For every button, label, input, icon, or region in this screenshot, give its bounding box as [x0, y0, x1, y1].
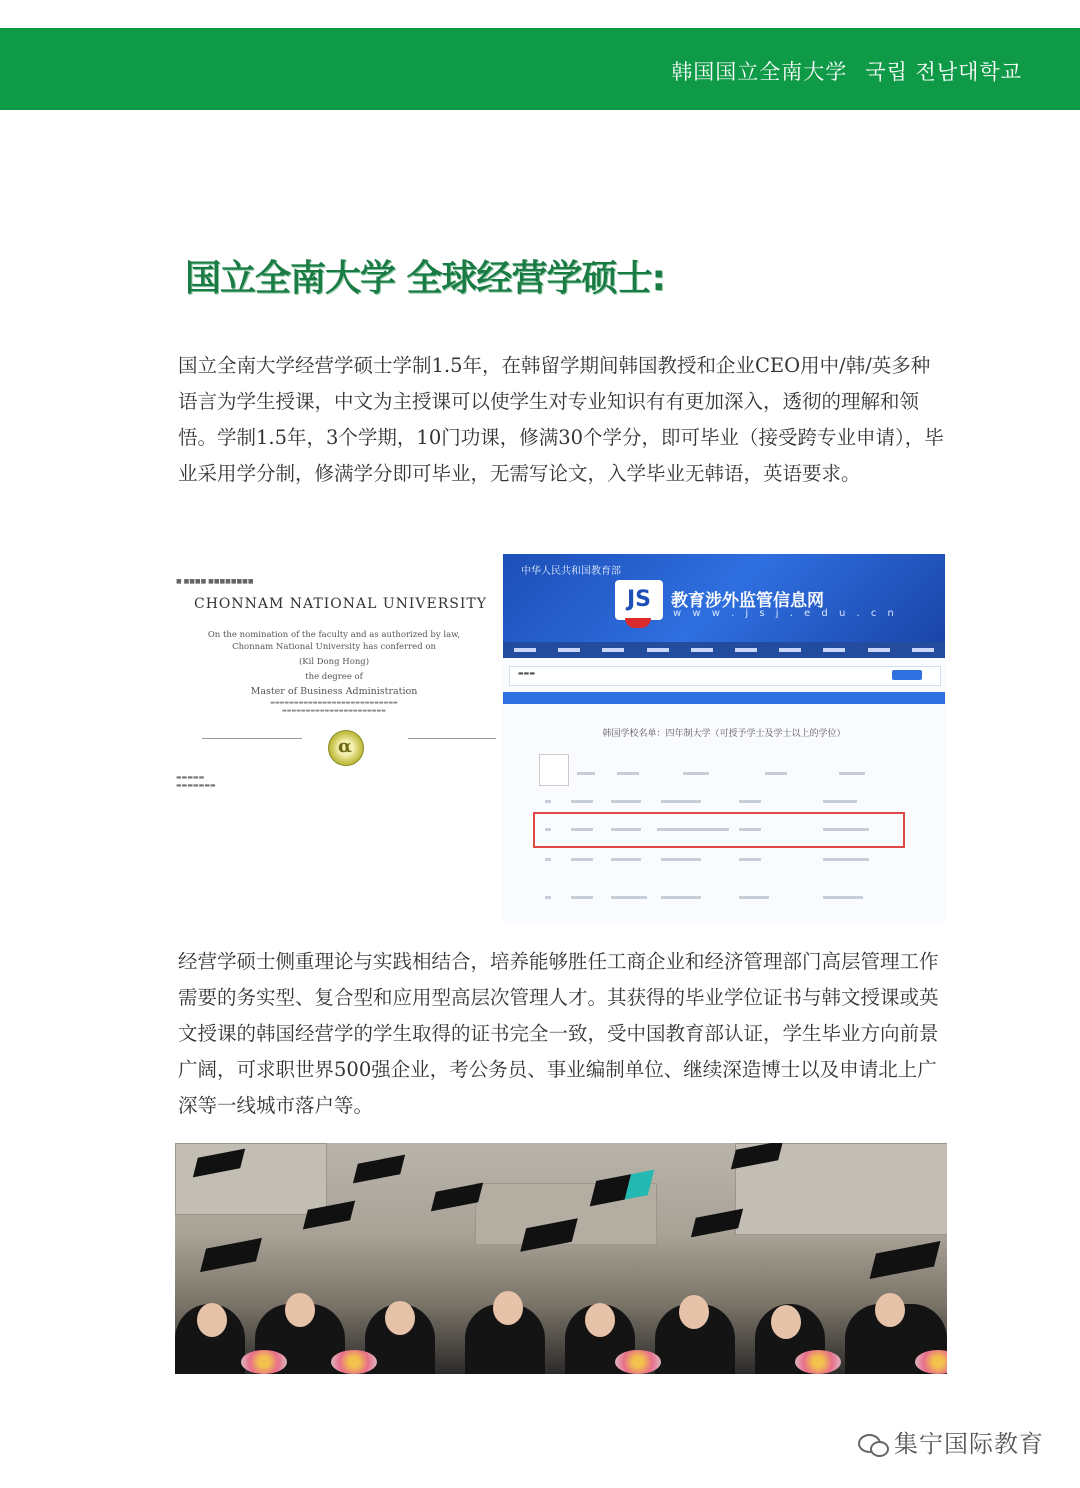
graduate-face: [875, 1293, 905, 1327]
search-label: ▬▬▬: [518, 670, 536, 677]
graduate-face: [771, 1305, 801, 1339]
diploma-degree: Master of Business Administration: [250, 686, 418, 697]
graduate-face: [385, 1301, 415, 1335]
bouquet: [615, 1350, 661, 1374]
graduate-face: [197, 1303, 227, 1337]
jsj-logo-icon: JS: [615, 580, 663, 620]
bouquet: [331, 1350, 377, 1374]
bouquet: [241, 1350, 287, 1374]
table-row: [533, 792, 933, 812]
diploma-signature-line: [202, 738, 302, 739]
stone-wall: [175, 1143, 327, 1215]
bouquet: [795, 1350, 841, 1374]
diploma-fineprint: ▬▬▬▬▬: [176, 774, 205, 781]
nav-item: [514, 648, 536, 652]
diploma-header-mark: ■ ■■■■ ■■■■■■■■: [176, 578, 254, 585]
diploma-fineprint: ▬▬▬▬▬▬▬: [176, 782, 216, 789]
diploma-fineprint: ▬▬▬▬▬▬▬▬▬▬▬▬▬▬▬▬▬▬▬▬▬▬▬▬▬▬▬: [270, 700, 398, 706]
nav-item: [602, 648, 624, 652]
moe-website-image: [503, 554, 945, 924]
website-banner: [503, 554, 945, 642]
diploma-line: Chonnam National University has conferred on: [232, 642, 436, 652]
graduation-photo: [175, 1143, 947, 1374]
website-url: w w w . j s j . e d u . c n: [673, 608, 898, 619]
website-title: 教育涉外监管信息网: [671, 591, 824, 611]
website-strip: [503, 692, 945, 704]
diploma-university: CHONNAM NATIONAL UNIVERSITY: [194, 596, 487, 612]
nav-item: [735, 648, 757, 652]
diploma-image: [168, 574, 500, 794]
footer-watermark-text: 集宁国际教育: [894, 1430, 1044, 1458]
nav-item: [647, 648, 669, 652]
diploma-recipient: (Kil Dong Hong): [298, 657, 370, 667]
page-heading: 国立全南大学 全球经营学硕士:: [185, 258, 665, 299]
diploma-line: On the nomination of the faculty and as authorized by law,: [207, 630, 461, 640]
intro-paragraph: 国立全南大学经营学硕士学制1.5年，在韩留学期间韩国教授和企业CEO用中/韩/英多种语言为学生授课，中文为主授课可以使学生对专业知识有有更加深入，透彻的理解和领悟。学制1.5年，3个学期，10门功课，修满30个学分，即可毕业（接受跨专业申请），毕业采用学分制，修满学分即可毕业，无需写论文，入学毕业无韩语，英语要求。: [178, 354, 944, 485]
header-title-kr: 국립 전남대학교: [865, 60, 1022, 84]
footer-watermark: [858, 1424, 1044, 1459]
university-seal: [328, 730, 364, 766]
header-title: [671, 56, 1022, 86]
graduation-cap: [200, 1238, 262, 1272]
seal-emblem-icon: α: [338, 736, 352, 757]
diploma-signature-line: [408, 738, 496, 739]
nav-item: [691, 648, 713, 652]
career-paragraph: 经营学硕士侧重理论与实践相结合，培养能够胜任工商企业和经济管理部门高层管理工作需要的务实型、复合型和应用型高层次管理人才。其获得的毕业学位证书与韩文授课或英文授课的韩国经营学的学生取得的证书完全一致，受中国教育部认证，学生毕业方向前景广阔，可求职世界500强企业，考公务员、事业编制单位、继续深造博士以及申请北上广深等一线城市落户等。: [178, 950, 939, 1117]
diploma-line: the degree of: [305, 672, 363, 682]
nav-item: [779, 648, 801, 652]
graduate-face: [493, 1291, 523, 1325]
diploma-fineprint: ▬▬▬▬▬▬▬▬▬▬▬▬▬▬▬▬▬▬▬▬▬▬: [282, 708, 386, 714]
nav-item: [868, 648, 890, 652]
wechat-icon: [858, 1434, 888, 1456]
graduation-cap: [870, 1241, 941, 1279]
table-header-row: [533, 764, 933, 784]
nav-item: [558, 648, 580, 652]
graduation-cap: [353, 1155, 405, 1184]
graduate-face: [679, 1295, 709, 1329]
graduate-face: [585, 1303, 615, 1337]
website-nav: [503, 642, 945, 658]
nav-item: [912, 648, 934, 652]
graduate-face: [285, 1293, 315, 1327]
header-title-cn: 韩国国立全南大学: [671, 60, 848, 84]
highlighted-row-box: [533, 812, 905, 848]
website-search-bar: [509, 666, 941, 686]
website-list-title: 韩国学校名单：四年制大学（可授予学士及学士以上的学位）: [602, 729, 846, 739]
search-button: [892, 670, 922, 680]
table-row: [533, 888, 933, 908]
website-gov-label: 中华人民共和国教育部: [521, 566, 621, 577]
table-row: [533, 850, 933, 870]
nav-item: [823, 648, 845, 652]
